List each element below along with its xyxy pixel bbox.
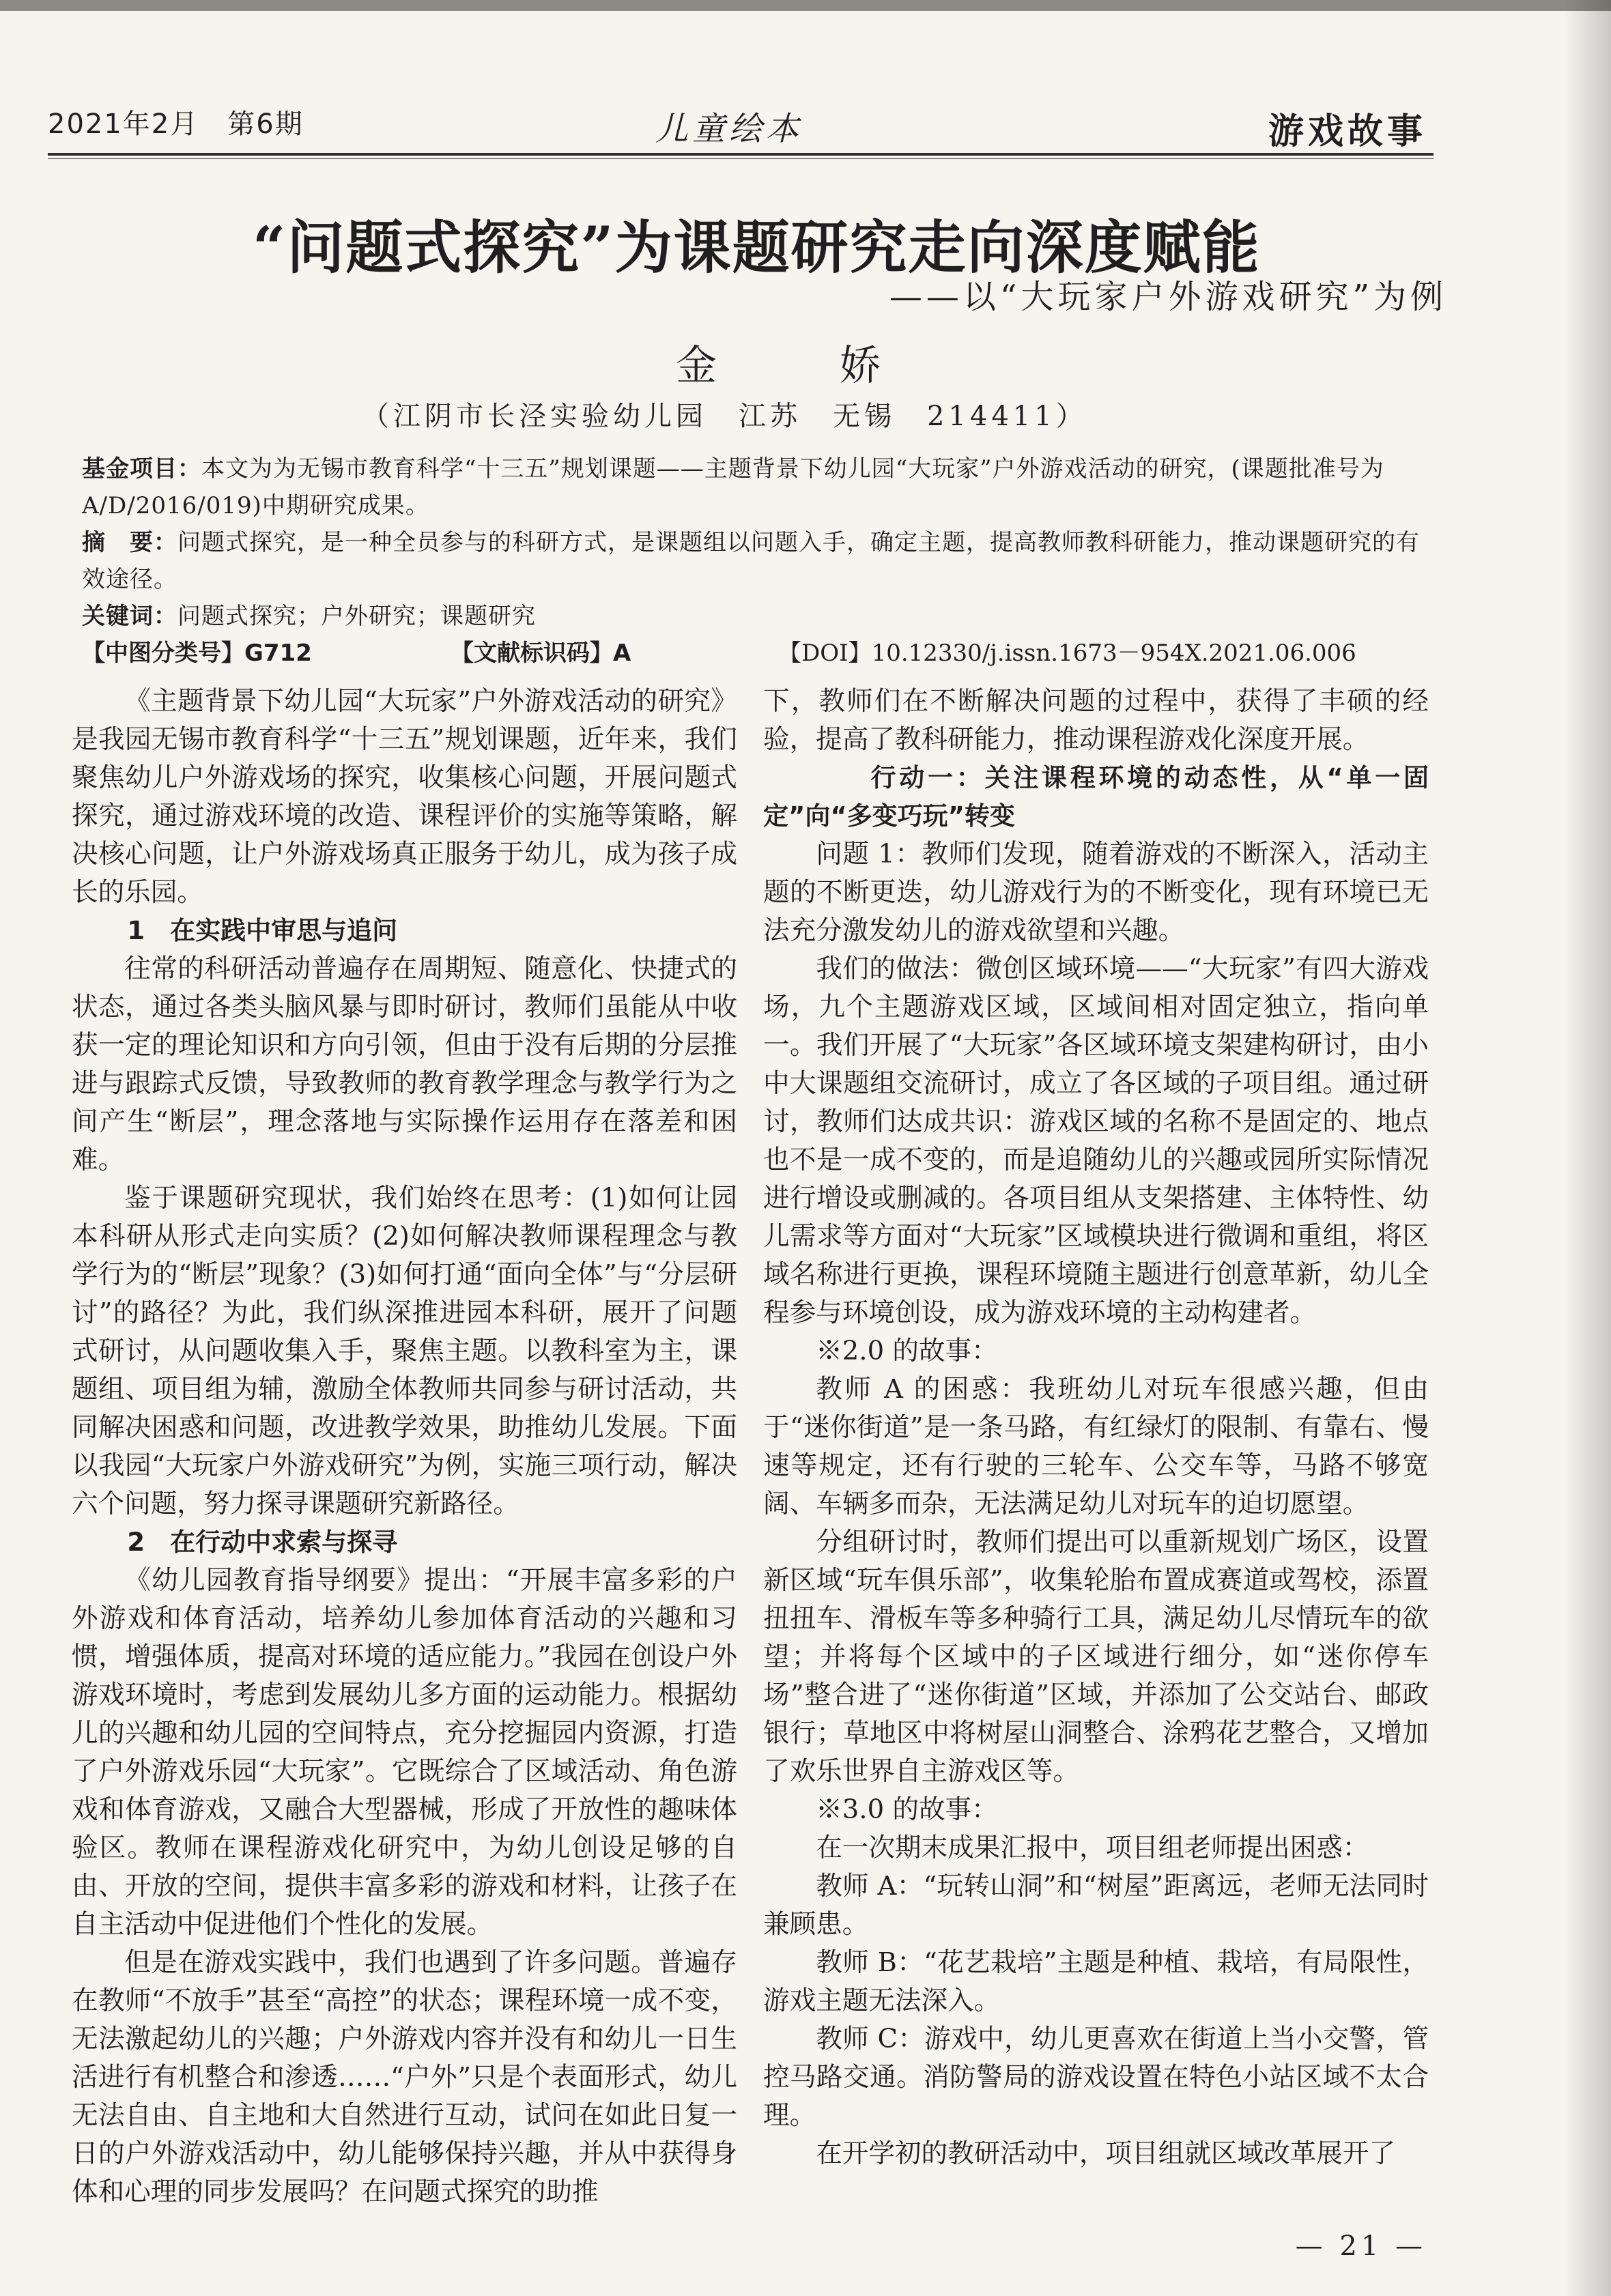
keywords-block [82, 598, 1440, 635]
classification-line [82, 635, 1440, 672]
body-column-right [763, 683, 1429, 2173]
abstract-label: 摘 要： [82, 529, 177, 556]
doi: 【DOI】10.12330/j.issn.1673－954X.2021.06.006 [778, 640, 1356, 667]
body-paragraph: 我们的做法：微创区域环境——“大玩家”有四大游戏场，九个主题游戏区域，区域间相对固定独立，指向单一。我们开展了“大玩家”各区域环境支架建构研讨，由小中大课题组交流研讨，成立了各区域的子项目组。通过研讨，教师们达成共识：游戏区域的名称不是固定的、地点也不是一成不变的，而是追随幼儿的兴趣或园所实际情况进行增设或删减的。各项目组从支架搭建、主体特性、幼儿需求等方面对“大玩家”区域模块进行微调和重组，将区域名称进行更换，课程环境随主题进行创意革新，幼儿全程参与环境创设，成为游戏环境的主动构建者。 [763, 953, 1429, 1328]
clc-number: 【中图分类号】G712 [82, 640, 312, 667]
page-number: — 21 — [1295, 2230, 1427, 2262]
scan-top-edge [0, 0, 1611, 11]
body-paragraph: 教师 A 的困惑：我班幼儿对玩车很感兴趣，但由于“迷你街道”是一条马路，有红绿灯的限制、有靠右、慢速等规定，还有行驶的三轮车、公交车等，马路不够宽阔、车辆多而杂，无法满足幼儿对玩车的迫切愿望。 [763, 1374, 1429, 1519]
body-paragraph: 《主题背景下幼儿园“大玩家”户外游戏活动的研究》是我园无锡市教育科学“十三五”规划课题，近年来，我们聚焦幼儿户外游戏场的探究，收集核心问题，开展问题式探究，通过游戏环境的改造、课程评价的实施等策略，解决核心问题，让户外游戏场真正服务于幼儿，成为孩子成长的乐园。 [72, 686, 737, 908]
body-paragraph: 但是在游戏实践中，我们也遇到了许多问题。普遍存在教师“不放手”甚至“高控”的状态；课程环境一成不变，无法激起幼儿的兴趣；户外游戏内容并没有和幼儿一日生活进行有机整合和渗透……“户外”只是个表面形式，幼儿无法自由、自主地和大自然进行互动，试问在如此日复一日的户外游戏活动中，幼儿能够保持兴趣，并从中获得身体和心理的同步发展吗？在问题式探究的助推 [72, 1947, 737, 2207]
body-paragraph: ※3.0 的故事： [816, 1794, 998, 1825]
header-rule [48, 153, 1434, 156]
body-paragraph: 问题 1：教师们发现，随着游戏的不断深入，活动主题的不断更迭，幼儿游戏行为的不断变化，现有环境已无法充分激发幼儿的游戏欲望和兴趣。 [763, 839, 1429, 946]
subsection-heading: 行动一：关注课程环境的动态性，从“单一固定”向“多变巧玩”转变 [763, 763, 1429, 831]
body-paragraph: 教师 A：“玩转山洞”和“树屋”距离远，老师无法同时兼顾患。 [763, 1871, 1429, 1940]
author-affiliation: （江阴市长泾实验幼儿园 江苏 无锡 214411） [362, 401, 1087, 432]
body-paragraph: ※2.0 的故事： [816, 1336, 998, 1366]
journal-name: 儿童绘本 [655, 110, 803, 148]
section-name: 游戏故事 [1268, 111, 1427, 152]
abstract-text: 问题式探究，是一种全员参与的科研方式，是课题组以问题入手，确定主题，提高教师教科研能力，推动课题研究的有效途径。 [82, 529, 1420, 593]
section-heading: 1 在实践中审思与追问 [127, 916, 398, 945]
body-paragraph: 《幼儿园教育指导纲要》提出：“开展丰富多彩的户外游戏和体育活动，培养幼儿参加体育活动的兴趣和习惯，增强体质，提高对环境的适应能力。”我园在创设户外游戏环境时，考虑到发展幼儿多方面的运动能力。根据幼儿的兴趣和幼儿园的空间特点，充分挖掘园内资源，打造了户外游戏乐园“大玩家”。它既综合了区域活动、角色游戏和体育游戏，又融合大型器械，形成了开放性的趣味体验区。教师在课程游戏化研究中，为幼儿创设足够的自由、开放的空间，提供丰富多彩的游戏和材料，让孩子在自主活动中促进他们个性化的发展。 [72, 1565, 737, 1940]
fund-text: 本文为为无锡市教育科学“十三五”规划课题——主题背景下幼儿园“大玩家”户外游戏活动的研究，(课题批准号为 A/D/2016/019)中期研究成果。 [82, 455, 1384, 519]
body-paragraph: 教师 C：游戏中，幼儿更喜欢在街道上当小交警，管控马路交通。消防警局的游戏设置在特色小站区域不太合理。 [763, 2024, 1429, 2131]
keywords-text: 问题式探究；户外研究；课题研究 [177, 603, 536, 630]
article-title: “问题式探究”为课题研究走向深度赋能 [253, 214, 1261, 281]
body-paragraph: 分组研讨时，教师们提出可以重新规划广场区，设置新区域“玩车俱乐部”，收集轮胎布置成赛道或驾校，添置扭扭车、滑板车等多种骑行工具，满足幼儿尽情玩车的欲望；并将每个区域中的子区域进行细分，如“迷你停车场”整合进了“迷你街道”区域，并添加了公交站台、邮政银行；草地区中将树屋山洞整合、涂鸦花艺整合，又增加了欢乐世界自主游戏区等。 [763, 1527, 1429, 1787]
body-paragraph: 往常的科研活动普遍存在周期短、随意化、快捷式的状态，通过各类头脑风暴与即时研讨，教师们虽能从中收获一定的理论知识和方向引领，但由于没有后期的分层推进与跟踪式反馈，导致教师的教育教学理念与教学行为之间产生“断层”，理念落地与实际操作运用存在落差和困难。 [72, 953, 737, 1175]
fund-block [82, 450, 1440, 524]
header-rule-thin [48, 158, 1434, 159]
scan-page-shadow [1563, 0, 1611, 2296]
section-heading: 2 在行动中求索与探寻 [127, 1527, 398, 1557]
issue-date: 2021年2月 第6期 [48, 109, 304, 140]
abstract-block [82, 524, 1440, 598]
article-subtitle: ——以“大玩家户外游戏研究”为例 [889, 278, 1447, 316]
body-paragraph: 在开学初的教研活动中，项目组就区域改革展开了 [816, 2138, 1395, 2169]
document-code: 【文献标识码】A [451, 640, 631, 667]
author-name: 金 娇 [676, 342, 922, 390]
fund-label: 基金项目： [82, 455, 201, 483]
body-paragraph: 在一次期末成果汇报中，项目组老师提出困惑： [816, 1833, 1369, 1863]
keywords-label: 关键词： [82, 603, 177, 630]
body-column-left [72, 683, 737, 2211]
body-paragraph: 教师 B：“花艺栽培”主题是种植、栽培，有局限性，游戏主题无法深入。 [763, 1947, 1429, 2016]
body-paragraph: 鉴于课题研究现状，我们始终在思考：(1)如何让园本科研从形式走向实质？(2)如何解决教师课程理念与教学行为的“断层”现象？(3)如何打通“面向全体”与“分层研讨”的路径？为此，我们纵深推进园本科研，展开了问题式研讨，从问题收集入手，聚焦主题。以教科室为主，课题组、项目组为辅，激励全体教师共同参与研讨活动，共同解决困惑和问题，改进教学效果，助推幼儿发展。下面以我园“大玩家户外游戏研究”为例，实施三项行动，解决六个问题，努力探寻课题研究新路径。 [72, 1183, 737, 1519]
body-paragraph: 下，教师们在不断解决问题的过程中，获得了丰硕的经验，提高了教科研能力，推动课程游戏化深度开展。 [763, 686, 1429, 755]
